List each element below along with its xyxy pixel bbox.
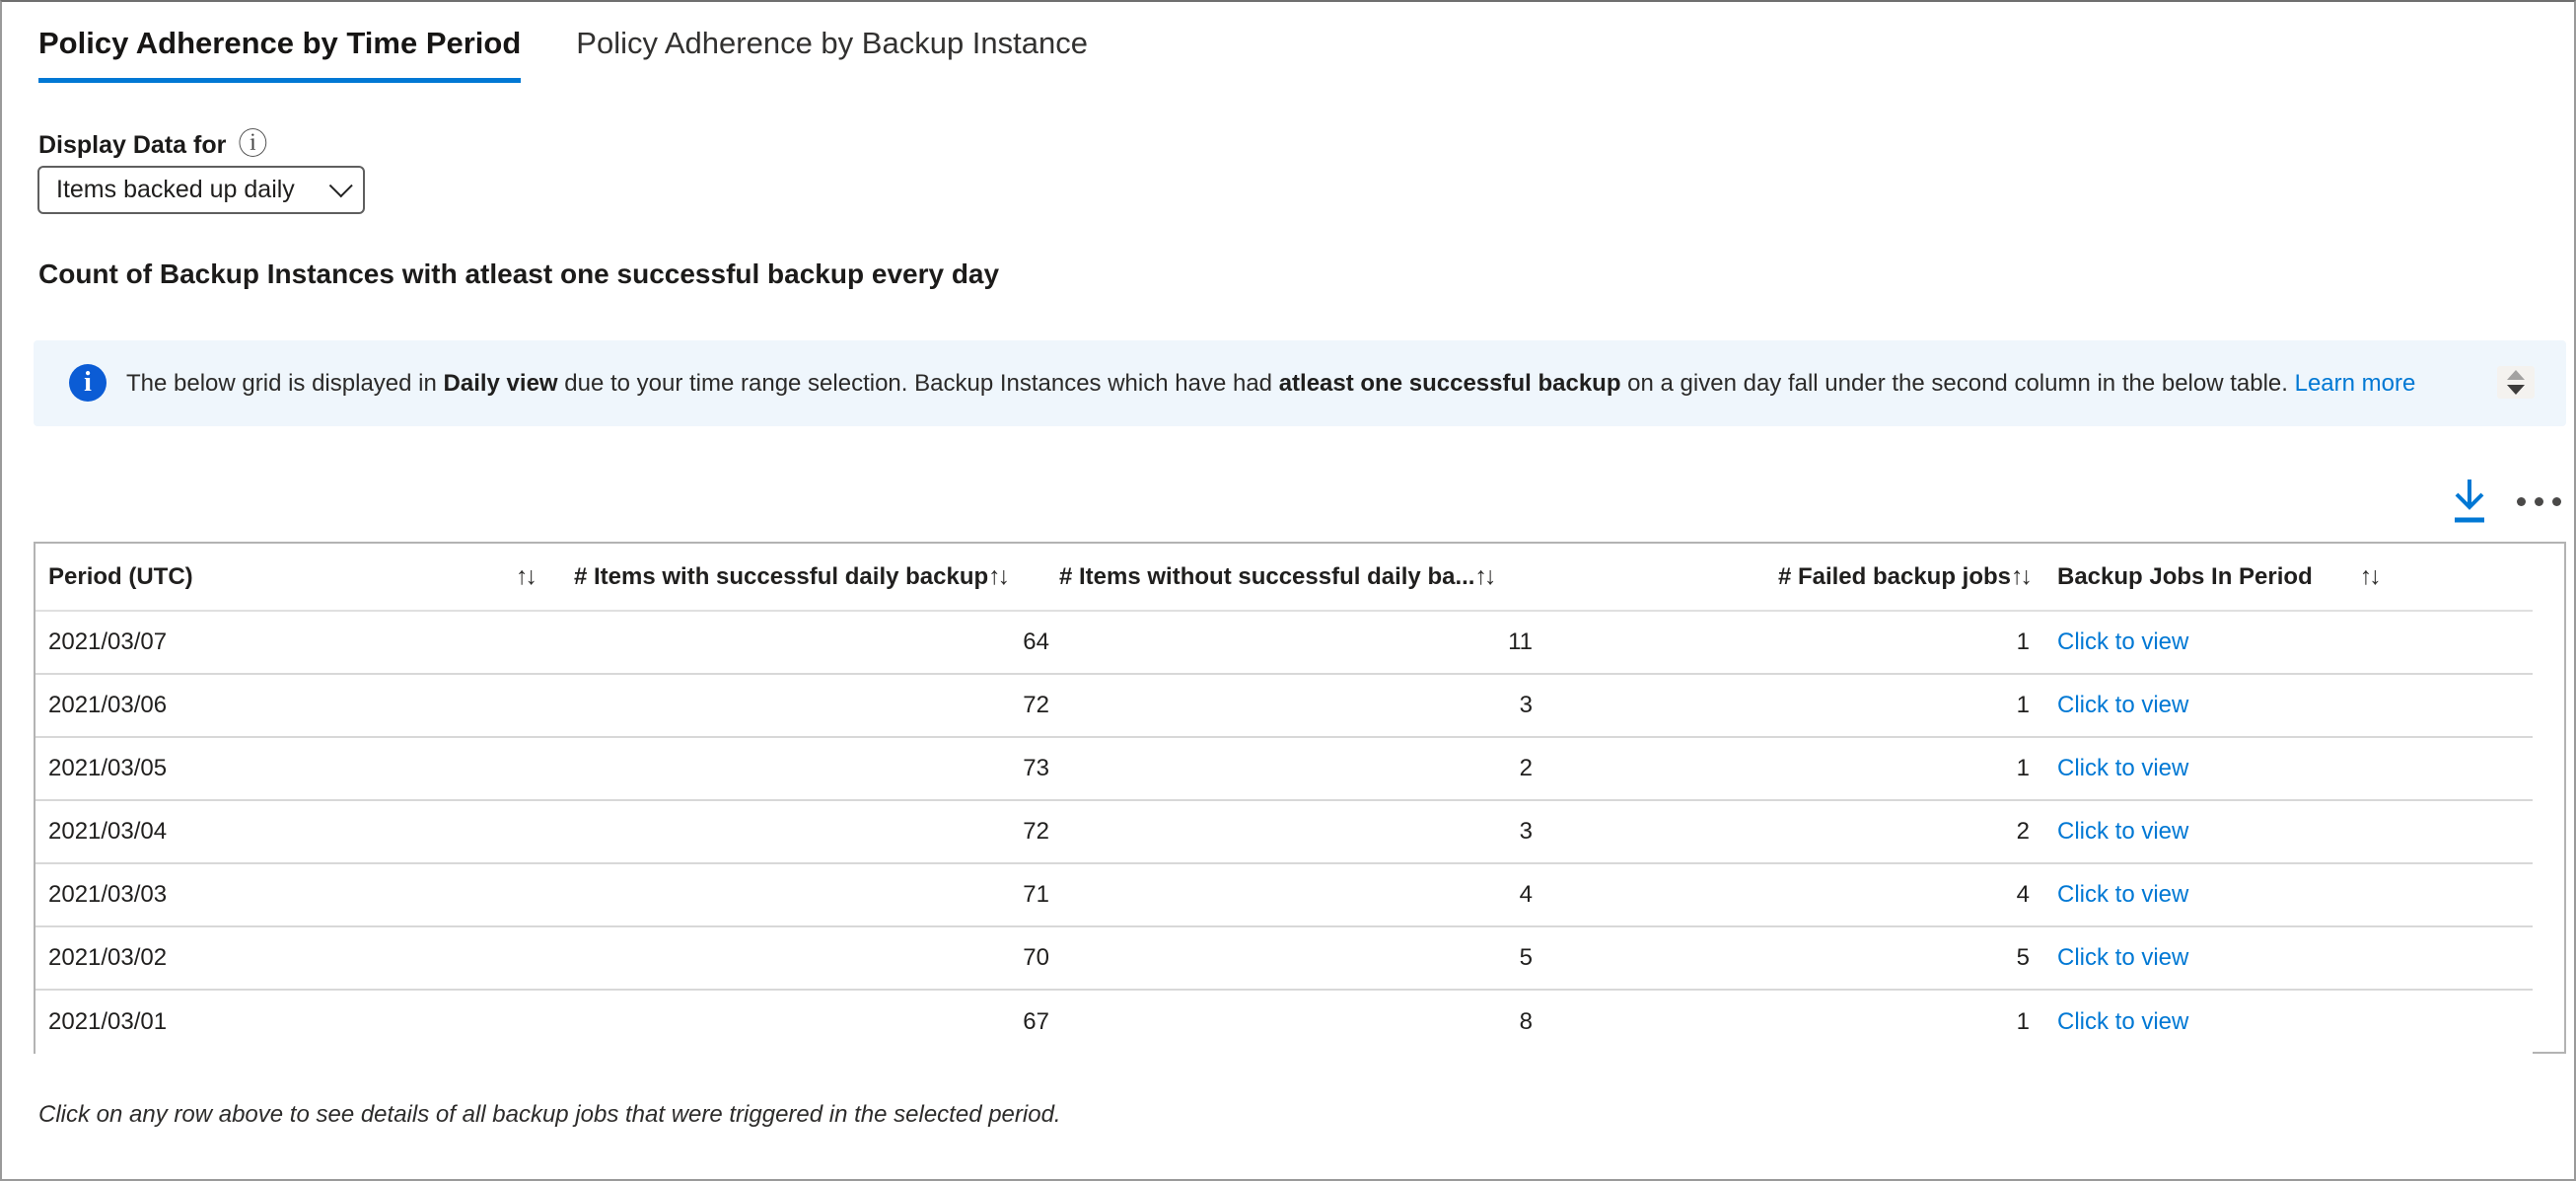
download-button[interactable] xyxy=(2450,476,2489,527)
table-row[interactable] xyxy=(36,738,2533,801)
banner-bold-successful-backup: atleast one successful backup xyxy=(1278,369,1621,397)
items-without-backup-cell: 3 xyxy=(1519,692,1533,718)
items-without-backup-cell: 3 xyxy=(1519,818,1533,845)
ellipsis-icon xyxy=(2552,497,2561,506)
items-without-backup-cell: 11 xyxy=(1508,628,1533,655)
column-label: # Items with successful daily backup xyxy=(574,562,989,590)
learn-more-link[interactable]: Learn more xyxy=(2294,369,2416,397)
sort-icon[interactable]: ↑↓ xyxy=(516,562,535,590)
banner-message xyxy=(126,370,2415,398)
failed-jobs-cell: 1 xyxy=(2016,1008,2030,1035)
period-cell: 2021/03/01 xyxy=(48,1008,168,1035)
period-cell: 2021/03/07 xyxy=(48,628,168,655)
failed-jobs-cell: 5 xyxy=(2016,944,2030,971)
column-label: Backup Jobs In Period xyxy=(2057,562,2313,590)
table-header-row xyxy=(36,544,2533,612)
items-with-backup-cell: 72 xyxy=(1023,818,1049,845)
policy-adherence-table xyxy=(34,542,2566,1054)
column-header-items-with-successful-backup[interactable] xyxy=(574,544,1059,610)
period-cell: 2021/03/05 xyxy=(48,755,168,781)
table-footnote: Click on any row above to see details of all backup jobs that were triggered in the selected period. xyxy=(38,1101,1061,1128)
click-to-view-link[interactable]: Click to view xyxy=(2057,818,2189,845)
table-row[interactable] xyxy=(36,864,2533,927)
items-without-backup-cell: 4 xyxy=(1519,881,1533,908)
table-row[interactable] xyxy=(36,801,2533,864)
banner-text-part: on a given day fall under the second column in the below table. xyxy=(1620,369,2295,397)
info-banner xyxy=(34,340,2566,426)
down-arrow-icon xyxy=(2507,385,2525,395)
period-cell: 2021/03/06 xyxy=(48,692,168,718)
display-data-for-row xyxy=(38,130,267,160)
period-cell: 2021/03/04 xyxy=(48,818,168,845)
table-row[interactable] xyxy=(36,612,2533,675)
info-tooltip-icon[interactable]: ⓘ xyxy=(238,128,268,161)
click-to-view-link[interactable]: Click to view xyxy=(2057,692,2189,718)
chevron-down-icon xyxy=(329,174,353,197)
display-data-for-label: Display Data for xyxy=(38,130,227,159)
click-to-view-link[interactable]: Click to view xyxy=(2057,881,2189,908)
sort-icon[interactable]: ↑↓ xyxy=(1474,562,1494,590)
items-with-backup-cell: 67 xyxy=(1023,1008,1049,1035)
failed-jobs-cell: 4 xyxy=(2016,881,2030,908)
column-header-backup-jobs-in-period[interactable] xyxy=(2043,544,2533,610)
items-with-backup-cell: 71 xyxy=(1023,881,1049,908)
ellipsis-icon xyxy=(2535,497,2543,506)
failed-jobs-cell: 2 xyxy=(2016,818,2030,845)
column-header-failed-backup-jobs[interactable] xyxy=(1542,544,2043,610)
items-without-backup-cell: 8 xyxy=(1519,1008,1533,1035)
tab-policy-adherence-by-backup-instance[interactable]: Policy Adherence by Backup Instance xyxy=(576,26,1088,60)
click-to-view-link[interactable]: Click to view xyxy=(2057,1008,2189,1035)
items-with-backup-cell: 64 xyxy=(1023,628,1049,655)
section-heading: Count of Backup Instances with atleast one successful backup every day xyxy=(38,258,1000,289)
column-header-items-without-successful-backup[interactable] xyxy=(1059,544,1542,610)
table-row[interactable] xyxy=(36,927,2533,991)
items-with-backup-cell: 70 xyxy=(1023,944,1049,971)
dropdown-selected-value: Items backed up daily xyxy=(56,176,295,203)
column-label: # Items without successful daily ba... xyxy=(1059,562,1475,590)
period-cell: 2021/03/02 xyxy=(48,944,168,971)
items-with-backup-cell: 72 xyxy=(1023,692,1049,718)
table-row[interactable] xyxy=(36,675,2533,738)
failed-jobs-cell: 1 xyxy=(2016,628,2030,655)
download-icon xyxy=(2451,477,2488,526)
table-row[interactable] xyxy=(36,991,2533,1054)
tab-policy-adherence-by-time-period[interactable]: Policy Adherence by Time Period xyxy=(38,24,521,83)
sort-icon[interactable]: ↑↓ xyxy=(2011,562,2030,590)
click-to-view-link[interactable]: Click to view xyxy=(2057,628,2189,655)
grid-toolbar xyxy=(2450,476,2564,527)
period-cell: 2021/03/03 xyxy=(48,881,168,908)
click-to-view-link[interactable]: Click to view xyxy=(2057,755,2189,781)
up-arrow-icon xyxy=(2507,370,2525,380)
sort-icon[interactable]: ↑↓ xyxy=(2359,562,2379,590)
click-to-view-link[interactable]: Click to view xyxy=(2057,944,2189,971)
more-options-button[interactable] xyxy=(2513,476,2564,527)
column-label: # Failed backup jobs xyxy=(1777,562,2011,590)
tab-bar xyxy=(38,24,1088,83)
column-label: Period (UTC) xyxy=(48,562,193,590)
info-icon-glyph: i xyxy=(84,367,92,398)
info-icon xyxy=(69,364,107,402)
failed-jobs-cell: 1 xyxy=(2016,755,2030,781)
banner-bold-daily-view: Daily view xyxy=(443,369,558,397)
banner-text-part: due to your time range selection. Backup Instances which have had xyxy=(557,369,1279,397)
items-without-backup-cell: 2 xyxy=(1519,755,1533,781)
failed-jobs-cell: 1 xyxy=(2016,692,2030,718)
column-header-period[interactable] xyxy=(36,544,574,610)
banner-expand-collapse-control[interactable] xyxy=(2497,366,2535,399)
items-without-backup-cell: 5 xyxy=(1519,944,1533,971)
display-data-dropdown[interactable] xyxy=(37,166,365,214)
ellipsis-icon xyxy=(2517,497,2526,506)
banner-text-part: The below grid is displayed in xyxy=(126,369,444,397)
items-with-backup-cell: 73 xyxy=(1023,755,1049,781)
sort-icon[interactable]: ↑↓ xyxy=(988,562,1008,590)
